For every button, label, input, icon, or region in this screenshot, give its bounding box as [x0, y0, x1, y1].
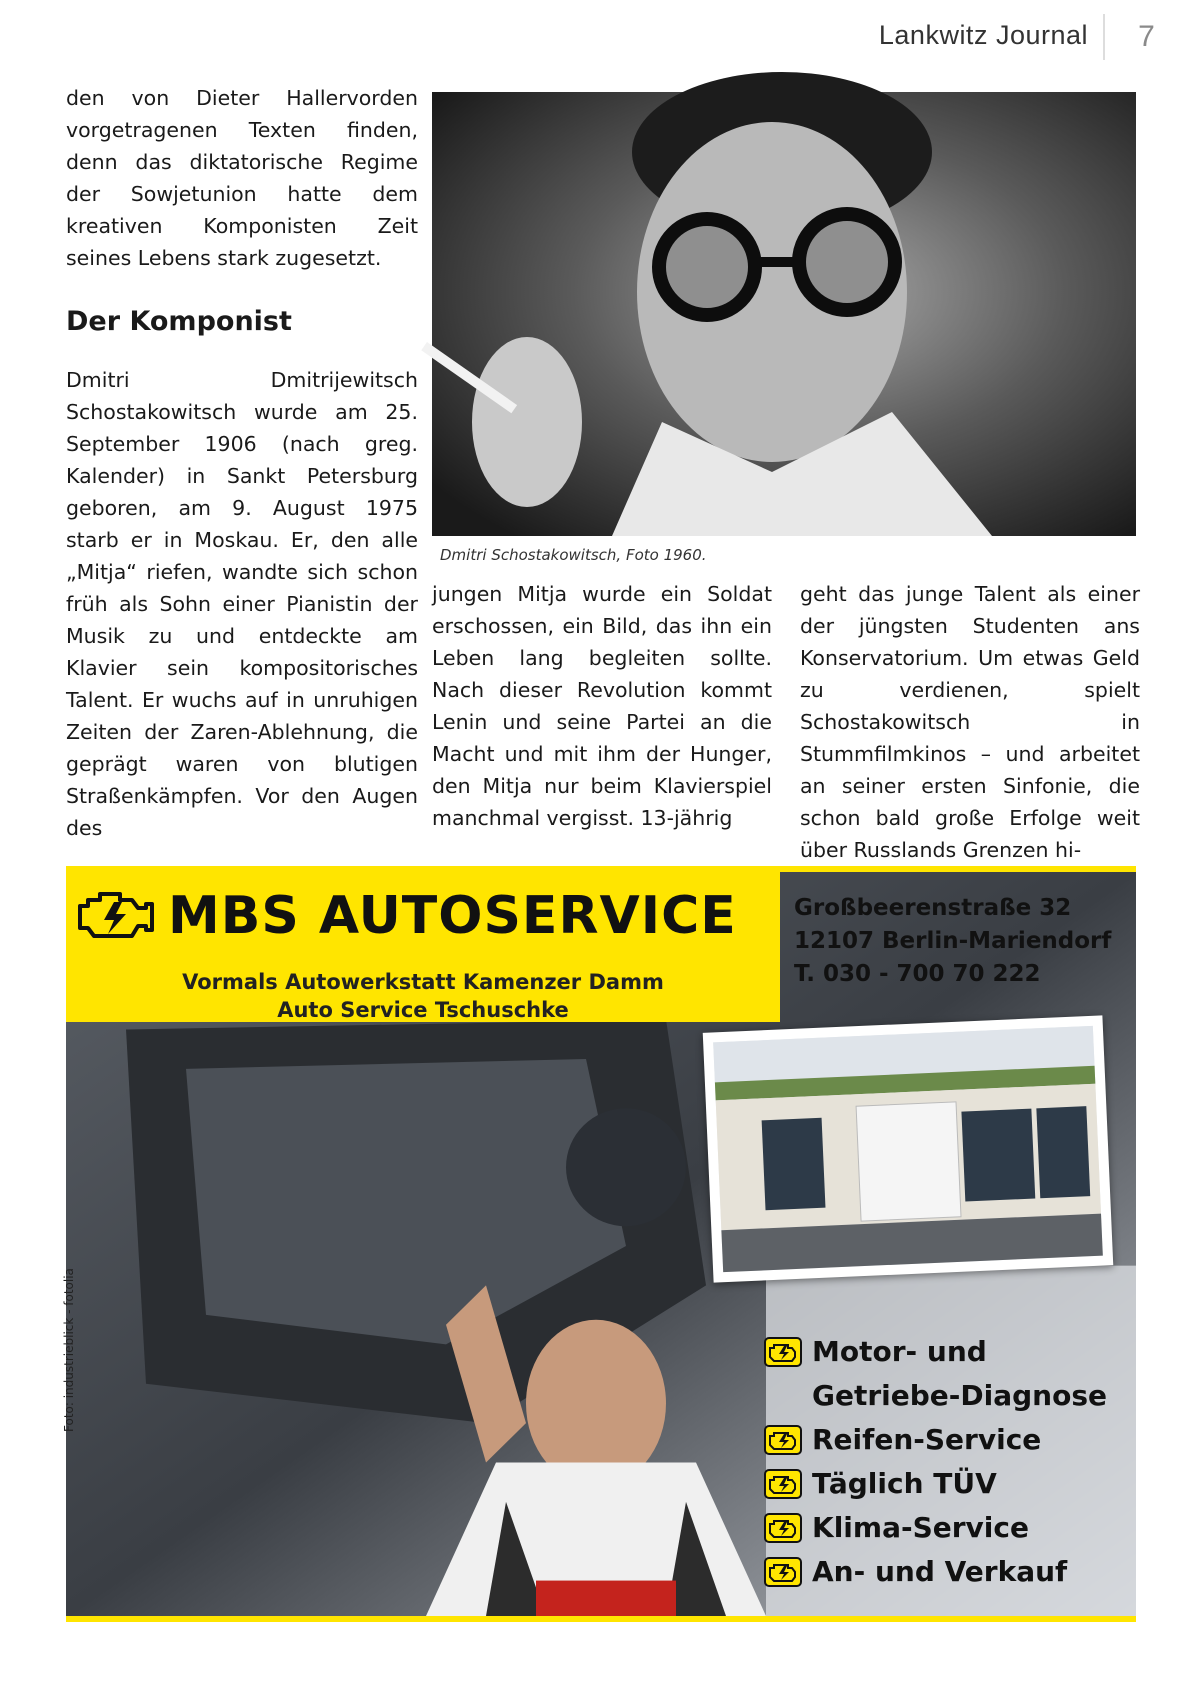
engine-warning-icon: [74, 886, 154, 946]
article-text-col2: jungen Mitja wurde ein Soldat erschossen, ein Bild, das ihn ein Leben lang begleiten sollte. Nach dieser Revolution kommt Lenin und seine Partei an die Macht und mit ihm der Hunger, den Mitja nur beim Klavierspiel manchmal vergisst. 13-jährig: [432, 582, 772, 830]
ad-street: Großbeerenstraße 32: [794, 895, 1072, 921]
photo-credit: Foto: industrieblick - fotolia: [62, 1268, 76, 1432]
photo-caption: Dmitri Schostakowitsch, Foto 1960.: [440, 546, 707, 564]
engine-warning-icon: [764, 1513, 802, 1543]
service-label: Motor- und Getriebe-Diagnose: [812, 1335, 1108, 1412]
engine-warning-icon: [764, 1337, 802, 1367]
ad-subtitle: [66, 968, 780, 1024]
service-label: Reifen-Service: [812, 1423, 1042, 1456]
service-label: Klima-Service: [812, 1511, 1029, 1544]
article-text-col1: Dmitri Dmitrijewitsch Schostakowitsch wurde am 25. September 1906 (nach greg. Kalender) in Sankt Petersburg geboren, am 9. August 1975 starb er in Moskau. Er, den alle „Mitja“ riefen, wandte sich schon früh als Sohn einer Pianistin der Musik zu und entdeckte am Klavier sein kompositorisches Talent. Er wuchs auf in unruhigen Zeiten der Zaren-Ablehnung, die geprägt waren von blutigen Straßenkämpfen. Vor den Augen des: [66, 368, 418, 840]
service-list: [764, 1330, 1136, 1594]
shop-front-photo: [703, 1015, 1114, 1282]
service-label: An- und Verkauf: [812, 1555, 1068, 1588]
service-item: [764, 1462, 1136, 1506]
advertisement: [62, 866, 1136, 1622]
portrait-photo: [432, 92, 1136, 536]
engine-warning-icon: [764, 1425, 802, 1455]
ad-phone: T. 030 - 700 70 222: [794, 961, 1041, 987]
engine-warning-icon: [764, 1557, 802, 1587]
journal-title: Lankwitz Journal: [878, 20, 1088, 50]
service-item: [764, 1418, 1136, 1462]
service-item: [764, 1330, 1136, 1418]
engine-warning-icon: [764, 1469, 802, 1499]
service-item: [764, 1550, 1136, 1594]
ad-subtitle-line1: Vormals Autowerkstatt Kamenzer Damm: [182, 970, 664, 994]
service-label: Täglich TÜV: [812, 1467, 997, 1500]
ad-subtitle-line2: Auto Service Tschuschke: [277, 998, 569, 1022]
ad-city: 12107 Berlin-Mariendorf: [794, 928, 1112, 954]
article-text-col1-top: den von Dieter Hallervorden vorgetragenen Texten finden, denn das diktatorische Regime der Sowjetunion hatte dem kreativen Komponisten Zeit seines Lebens stark zugesetzt.: [66, 86, 418, 270]
article-text-col3: geht das junge Talent als einer der jüngsten Studenten ans Konservatorium. Um etwas Geld zu verdienen, spielt Schostakowitsch in Stummfilmkinos – und arbeitet an seiner ersten Sinfonie, die schon bald große Erfolge weit über Russlands Grenzen hi-: [800, 582, 1140, 862]
ad-logo: [74, 884, 737, 948]
ad-address-block: [794, 892, 1134, 991]
section-heading: Der Komponist: [66, 306, 292, 337]
page-number: 7: [1103, 14, 1188, 60]
service-item: [764, 1506, 1136, 1550]
ad-brand-name: MBS AUTOSERVICE: [168, 886, 737, 946]
